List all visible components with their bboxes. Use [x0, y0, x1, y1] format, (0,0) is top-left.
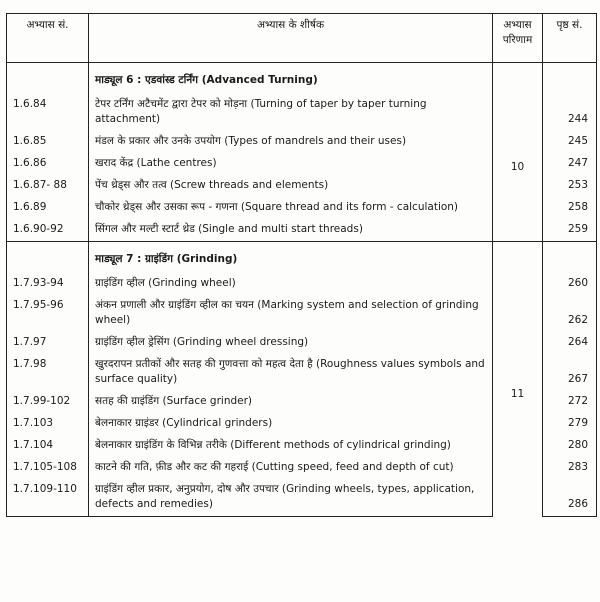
header-exercise-title: अभ्यास के शीर्षक	[89, 14, 493, 63]
exercise-title: काटने की गति, फ़ीड और कट की गहराई (Cutting speed, feed and depth of cut)	[89, 457, 493, 479]
module-7-result: 11	[493, 273, 543, 517]
exercise-title: सतह की ग्राइंडिंग (Surface grinder)	[89, 391, 493, 413]
module-6-heading-row	[7, 63, 597, 95]
exercise-title: अंकन प्रणाली और ग्राइंडिंग व्हील का चयन (Marking system and selection of grinding wheel)	[89, 295, 493, 332]
exercise-title: पेंच थ्रेड्स और तत्व (Screw threads and elements)	[89, 175, 493, 197]
exercise-title: खराद केंद्र (Lathe centres)	[89, 153, 493, 175]
exercise-no: 1.7.98	[7, 354, 89, 391]
table-row	[7, 94, 597, 131]
page-no: 262	[543, 295, 597, 332]
module-7-title: माड्यूल 7 : ग्राइंडिंग (Grinding)	[89, 242, 493, 274]
exercise-title: टेपर टर्निंग अटैचमेंट द्वारा टेपर को मोड़ना (Turning of taper by taper turning attachment)	[89, 94, 493, 131]
header-exercise-no: अभ्यास सं.	[7, 14, 89, 63]
page-no: 279	[543, 413, 597, 435]
header-exercise-result: अभ्यास परिणाम	[493, 14, 543, 63]
page-no: 244	[543, 94, 597, 131]
exercise-no: 1.7.93-94	[7, 273, 89, 295]
exercise-title: ग्राइंडिंग व्हील (Grinding wheel)	[89, 273, 493, 295]
exercise-title: ग्राइंडिंग व्हील प्रकार, अनुप्रयोग, दोष और उपचार (Grinding wheels, types, application, defects and remedies)	[89, 479, 493, 517]
exercise-no: 1.7.109-110	[7, 479, 89, 517]
module-6-title: माड्यूल 6 : एडवांस्ड टर्निंग (Advanced Turning)	[89, 63, 493, 95]
exercise-no: 1.6.89	[7, 197, 89, 219]
page-no: 259	[543, 219, 597, 242]
exercise-no: 1.7.95-96	[7, 295, 89, 332]
page-no: 260	[543, 273, 597, 295]
exercise-title: बेलनाकार ग्राइंडिंग के विभिन्न तरीके (Different methods of cylindrical grinding)	[89, 435, 493, 457]
page-no: 258	[543, 197, 597, 219]
page-no: 267	[543, 354, 597, 391]
exercise-no: 1.7.105-108	[7, 457, 89, 479]
module-7-heading-row	[7, 242, 597, 274]
page-no: 247	[543, 153, 597, 175]
exercise-no: 1.6.86	[7, 153, 89, 175]
page-no: 283	[543, 457, 597, 479]
exercise-no: 1.6.85	[7, 131, 89, 153]
exercise-no: 1.6.87- 88	[7, 175, 89, 197]
exercise-no: 1.6.84	[7, 94, 89, 131]
exercise-no: 1.7.104	[7, 435, 89, 457]
exercise-title: खुरदरापन प्रतीकों और सतह की गुणवत्ता को महत्व देता है (Roughness values symbols and surface quality)	[89, 354, 493, 391]
page-no: 272	[543, 391, 597, 413]
header-row	[7, 14, 597, 63]
module-6-result: 10	[493, 94, 543, 242]
contents-table	[6, 13, 597, 517]
exercise-no: 1.7.99-102	[7, 391, 89, 413]
header-page-no: पृष्ठ सं.	[543, 14, 597, 63]
exercise-title: ग्राइंडिंग व्हील ड्रेसिंग (Grinding wheel dressing)	[89, 332, 493, 354]
exercise-title: मंडल के प्रकार और उनके उपयोग (Types of mandrels and their uses)	[89, 131, 493, 153]
page-no: 253	[543, 175, 597, 197]
exercise-no: 1.6.90-92	[7, 219, 89, 242]
exercise-title: बेलनाकार ग्राइंडर (Cylindrical grinders)	[89, 413, 493, 435]
page-no: 280	[543, 435, 597, 457]
page-no: 245	[543, 131, 597, 153]
exercise-title: सिंगल और मल्टी स्टार्ट थ्रेड (Single and multi start threads)	[89, 219, 493, 242]
exercise-title: चौकोर थ्रेड्स और उसका रूप - गणना (Square thread and its form - calculation)	[89, 197, 493, 219]
exercise-no: 1.7.103	[7, 413, 89, 435]
exercise-no: 1.7.97	[7, 332, 89, 354]
table-row	[7, 273, 597, 295]
page-no: 286	[543, 479, 597, 517]
page-no: 264	[543, 332, 597, 354]
